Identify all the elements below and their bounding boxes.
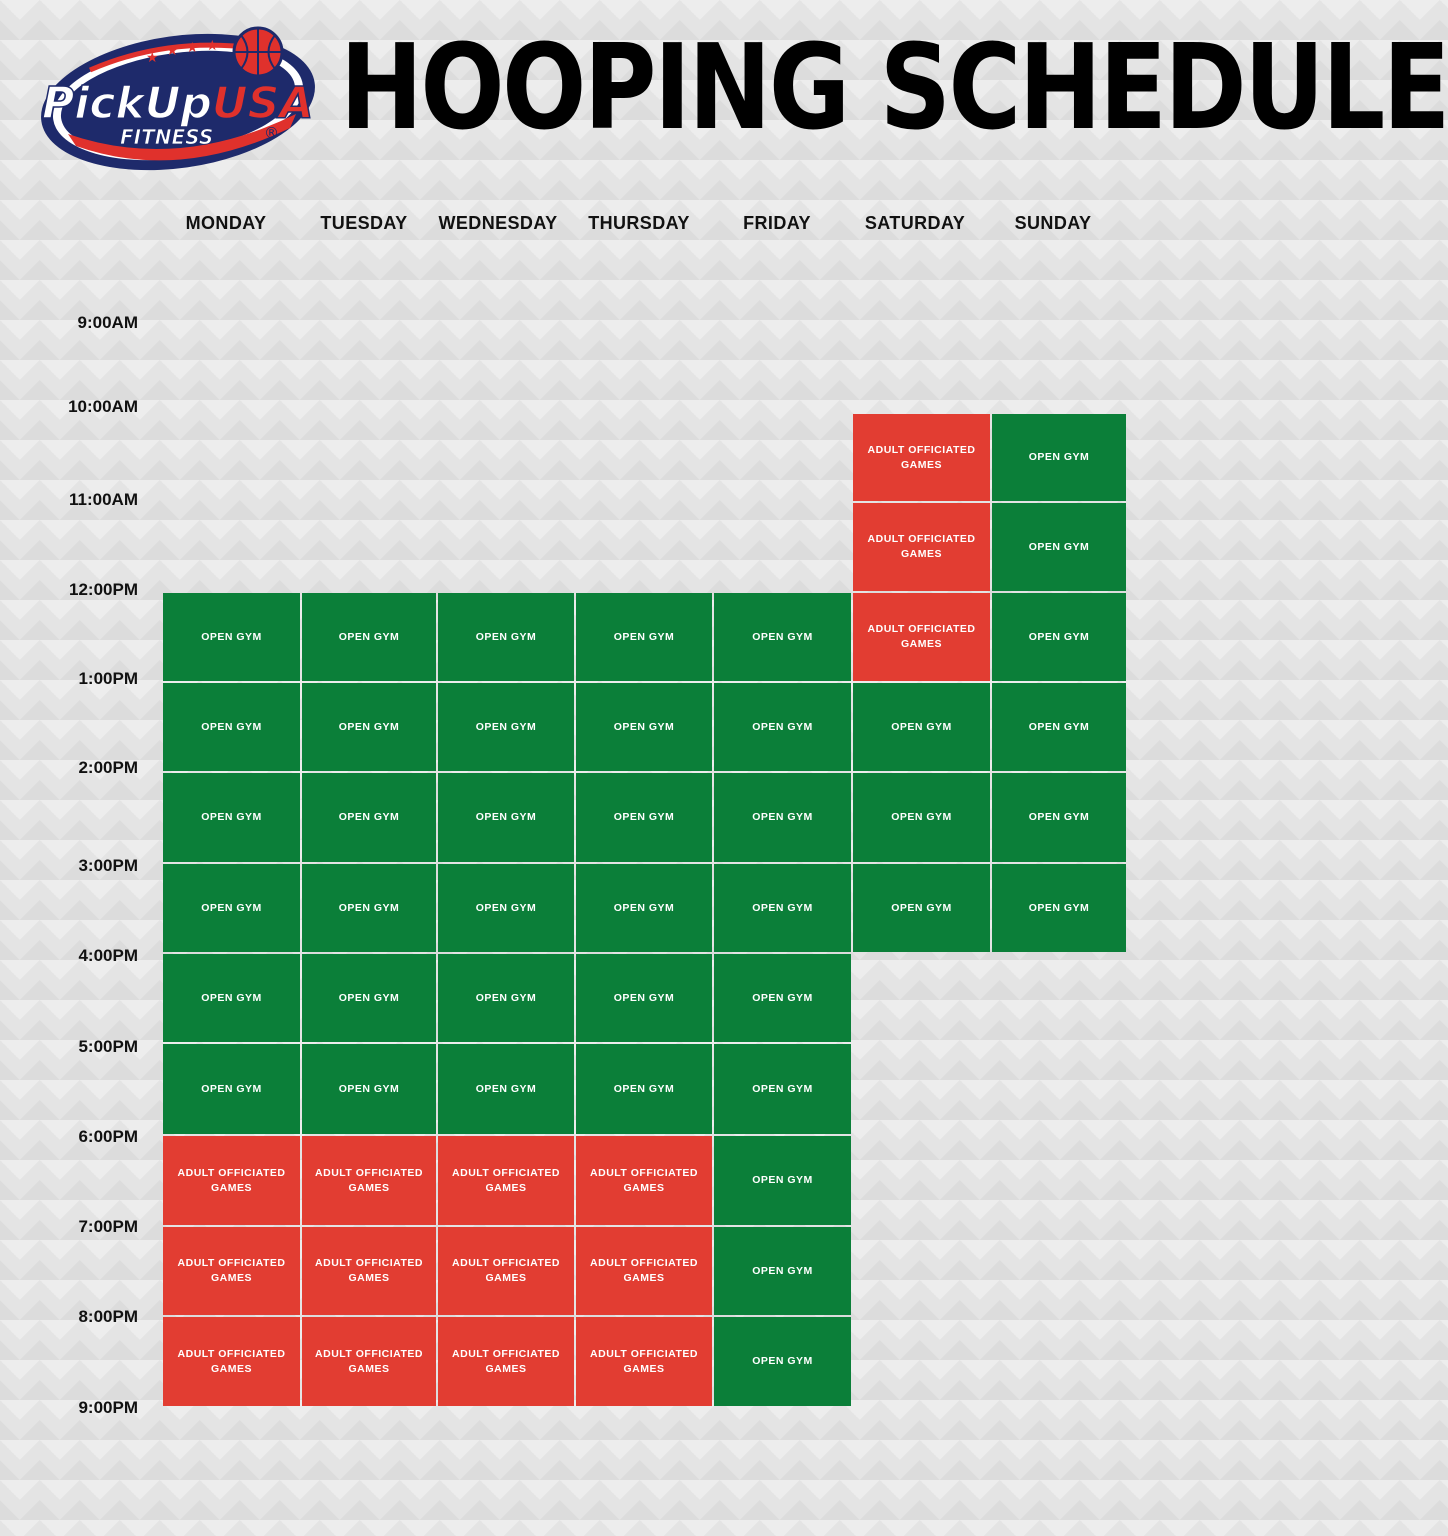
schedule-cell-sunday-3-00pm: OPEN GYM — [992, 864, 1126, 952]
schedule-cell-monday-12-00pm: OPEN GYM — [163, 593, 300, 681]
schedule-cell-tuesday-12-00pm: OPEN GYM — [302, 593, 436, 681]
schedule-cell-tuesday-8-00pm: ADULT OFFICIATED GAMES — [302, 1317, 436, 1406]
schedule-cell-monday-5-00pm: OPEN GYM — [163, 1044, 300, 1134]
time-label-10-00am: 10:00AM — [68, 397, 138, 416]
svg-text:★: ★ — [146, 50, 159, 66]
logo-registered: ® — [264, 124, 279, 142]
time-label-8-00pm: 8:00PM — [78, 1307, 138, 1326]
schedule-cell-wednesday-12-00pm: OPEN GYM — [438, 593, 574, 681]
schedule-cell-tuesday-6-00pm: ADULT OFFICIATED GAMES — [302, 1136, 436, 1225]
schedule-cell-saturday-2-00pm: OPEN GYM — [853, 773, 990, 862]
day-label-tuesday: TUESDAY — [320, 213, 408, 233]
schedule-cell-saturday-1-00pm: OPEN GYM — [853, 683, 990, 771]
schedule-cell-monday-3-00pm: OPEN GYM — [163, 864, 300, 952]
day-label-monday: MONDAY — [185, 213, 267, 233]
time-label-7-00pm: 7:00PM — [78, 1217, 138, 1236]
schedule-cell-wednesday-8-00pm: ADULT OFFICIATED GAMES — [438, 1317, 574, 1406]
schedule-cell-wednesday-2-00pm: OPEN GYM — [438, 773, 574, 862]
schedule-cell-sunday-11-00am: OPEN GYM — [992, 503, 1126, 591]
day-label-friday: FRIDAY — [743, 213, 811, 233]
schedule-cell-tuesday-5-00pm: OPEN GYM — [302, 1044, 436, 1134]
logo-brand-mid: Up — [144, 78, 212, 129]
time-label-9-00pm: 9:00PM — [78, 1398, 138, 1417]
schedule-cell-monday-6-00pm: ADULT OFFICIATED GAMES — [163, 1136, 300, 1225]
schedule-cell-saturday-11-00am: ADULT OFFICIATED GAMES — [853, 503, 990, 591]
schedule-cell-wednesday-3-00pm: OPEN GYM — [438, 864, 574, 952]
schedule-cell-friday-6-00pm: OPEN GYM — [714, 1136, 851, 1225]
day-label-thursday: THURSDAY — [588, 213, 690, 233]
time-label-6-00pm: 6:00PM — [78, 1127, 138, 1146]
day-label-saturday: SATURDAY — [864, 213, 966, 233]
schedule-cell-friday-4-00pm: OPEN GYM — [714, 954, 851, 1042]
schedule-cell-friday-2-00pm: OPEN GYM — [714, 773, 851, 862]
schedule-cell-thursday-2-00pm: OPEN GYM — [576, 773, 712, 862]
schedule-cell-monday-1-00pm: OPEN GYM — [163, 683, 300, 771]
schedule-cell-friday-1-00pm: OPEN GYM — [714, 683, 851, 771]
schedule-cell-sunday-12-00pm: OPEN GYM — [992, 593, 1126, 681]
schedule-cell-sunday-2-00pm: OPEN GYM — [992, 773, 1126, 862]
schedule-cell-friday-12-00pm: OPEN GYM — [714, 593, 851, 681]
schedule-cell-monday-2-00pm: OPEN GYM — [163, 773, 300, 862]
schedule-cell-wednesday-5-00pm: OPEN GYM — [438, 1044, 574, 1134]
schedule-cell-saturday-3-00pm: OPEN GYM — [853, 864, 990, 952]
schedule-cell-friday-5-00pm: OPEN GYM — [714, 1044, 851, 1134]
schedule-cell-tuesday-4-00pm: OPEN GYM — [302, 954, 436, 1042]
schedule-cell-monday-4-00pm: OPEN GYM — [163, 954, 300, 1042]
basketball-icon — [234, 28, 282, 76]
schedule-cell-tuesday-7-00pm: ADULT OFFICIATED GAMES — [302, 1227, 436, 1315]
time-label-12-00pm: 12:00PM — [69, 580, 138, 599]
schedule-cell-friday-3-00pm: OPEN GYM — [714, 864, 851, 952]
schedule-cell-thursday-4-00pm: OPEN GYM — [576, 954, 712, 1042]
time-label-2-00pm: 2:00PM — [78, 758, 138, 777]
logo-brand-right: USA — [211, 78, 314, 129]
logo-tagline: FITNESS — [120, 125, 214, 149]
time-label-9-00am: 9:00AM — [77, 313, 138, 332]
schedule-cell-wednesday-6-00pm: ADULT OFFICIATED GAMES — [438, 1136, 574, 1225]
schedule-cell-friday-7-00pm: OPEN GYM — [714, 1227, 851, 1315]
logo-brand-left: Pick — [42, 78, 145, 129]
schedule-cell-sunday-10-00am: OPEN GYM — [992, 414, 1126, 501]
time-label-11-00am: 11:00AM — [69, 490, 138, 509]
schedule-cell-thursday-12-00pm: OPEN GYM — [576, 593, 712, 681]
schedule-cell-wednesday-4-00pm: OPEN GYM — [438, 954, 574, 1042]
schedule-cell-thursday-3-00pm: OPEN GYM — [576, 864, 712, 952]
schedule-cell-sunday-1-00pm: OPEN GYM — [992, 683, 1126, 771]
time-label-1-00pm: 1:00PM — [78, 669, 138, 688]
schedule-cell-thursday-7-00pm: ADULT OFFICIATED GAMES — [576, 1227, 712, 1315]
schedule-cell-tuesday-1-00pm: OPEN GYM — [302, 683, 436, 771]
time-label-5-00pm: 5:00PM — [78, 1037, 138, 1056]
schedule-cell-saturday-12-00pm: ADULT OFFICIATED GAMES — [853, 593, 990, 681]
schedule-cell-thursday-6-00pm: ADULT OFFICIATED GAMES — [576, 1136, 712, 1225]
schedule-cell-tuesday-3-00pm: OPEN GYM — [302, 864, 436, 952]
schedule-cell-wednesday-1-00pm: OPEN GYM — [438, 683, 574, 771]
schedule-cell-friday-8-00pm: OPEN GYM — [714, 1317, 851, 1406]
schedule-cell-thursday-1-00pm: OPEN GYM — [576, 683, 712, 771]
day-label-sunday: SUNDAY — [1014, 213, 1092, 233]
schedule-cell-monday-7-00pm: ADULT OFFICIATED GAMES — [163, 1227, 300, 1315]
svg-text:★: ★ — [186, 40, 199, 56]
time-label-4-00pm: 4:00PM — [78, 946, 138, 965]
schedule-cell-wednesday-7-00pm: ADULT OFFICIATED GAMES — [438, 1227, 574, 1315]
schedule-cell-thursday-5-00pm: OPEN GYM — [576, 1044, 712, 1134]
schedule-cell-tuesday-2-00pm: OPEN GYM — [302, 773, 436, 862]
svg-text:★: ★ — [206, 38, 219, 54]
schedule-cell-thursday-8-00pm: ADULT OFFICIATED GAMES — [576, 1317, 712, 1406]
schedule-cell-monday-8-00pm: ADULT OFFICIATED GAMES — [163, 1317, 300, 1406]
time-label-3-00pm: 3:00PM — [78, 856, 138, 875]
svg-text:PickUpUSA — [42, 78, 313, 129]
day-label-wednesday: WEDNESDAY — [438, 213, 558, 233]
svg-text:★: ★ — [166, 43, 179, 59]
schedule-cell-saturday-10-00am: ADULT OFFICIATED GAMES — [853, 414, 990, 501]
pickupusa-logo — [28, 22, 326, 174]
page-title: HOOPING SCHEDULE — [340, 18, 1448, 156]
